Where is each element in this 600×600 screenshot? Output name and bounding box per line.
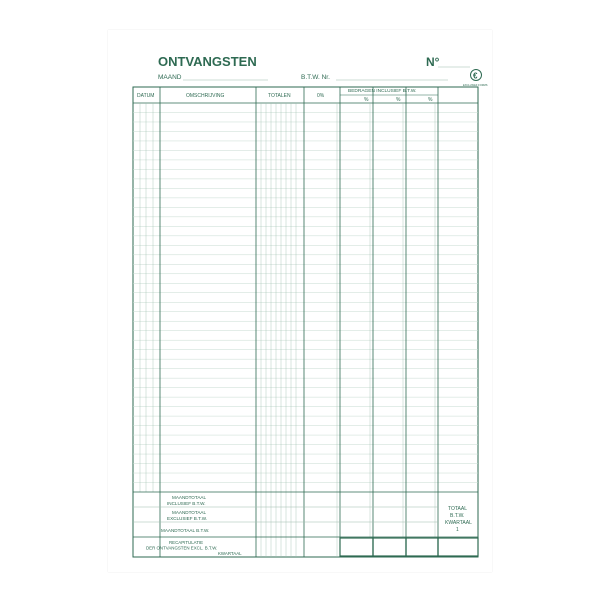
logo-symbol: € <box>473 71 478 81</box>
totaal-box-line4: 1 <box>456 527 459 533</box>
header-totalen: TOTALEN <box>268 93 291 99</box>
recap-line3: KWARTAAL <box>218 551 242 556</box>
ruled-rows <box>133 112 478 482</box>
maandtotaal-incl-line1: MAANDTOTAAL <box>172 495 207 500</box>
maandtotaal-excl-line1: MAANDTOTAAL <box>172 510 207 515</box>
header-zero-pct: 0% <box>317 93 325 99</box>
recap-box-2 <box>373 538 406 556</box>
header-datum: DATUM <box>137 93 155 99</box>
number-label: N° <box>426 55 440 69</box>
header-pct-3: % <box>428 97 433 103</box>
recap-box-3 <box>406 538 438 556</box>
month-label: MAAND <box>158 74 182 81</box>
recap-box-1 <box>340 538 373 556</box>
totaal-box-line1: TOTAAL <box>448 506 467 512</box>
vat-number-label: B.T.W. Nr. <box>301 74 330 81</box>
table-columns <box>140 87 438 557</box>
maandtotaal-btw: MAANDTOTAAL B.T.W. <box>161 528 210 533</box>
maandtotaal-incl-line2: INCLUSIEF B.T.W. <box>167 501 206 506</box>
header-omschrijving: OMSCHRIJVING <box>186 93 225 99</box>
recap-line1: RECAPITULATIE <box>169 540 204 545</box>
euro-logo-icon <box>471 70 482 81</box>
form-title: ONTVANGSTEN <box>158 54 257 69</box>
header-pct-1: % <box>364 97 369 103</box>
table-frame <box>133 87 478 557</box>
recap-line2: DER ONTVANGSTEN EXCL. B.T.W. <box>146 545 218 551</box>
maandtotaal-excl-line2: EXCLUSIEF B.T.W. <box>167 516 208 521</box>
recap-box-4 <box>438 538 478 556</box>
header-bedragen: BEDRAGEN INCLUSIEF B.T.W. <box>348 89 417 94</box>
header-pct-2: % <box>396 97 401 103</box>
totaal-box-line2: B.T.W. <box>450 513 465 519</box>
totaal-box-line3: KWARTAAL <box>445 520 472 526</box>
logo-caption: EXCLUSIEF FORMS <box>463 84 488 87</box>
receipts-form-page <box>108 30 492 572</box>
form-drawing <box>108 30 492 572</box>
